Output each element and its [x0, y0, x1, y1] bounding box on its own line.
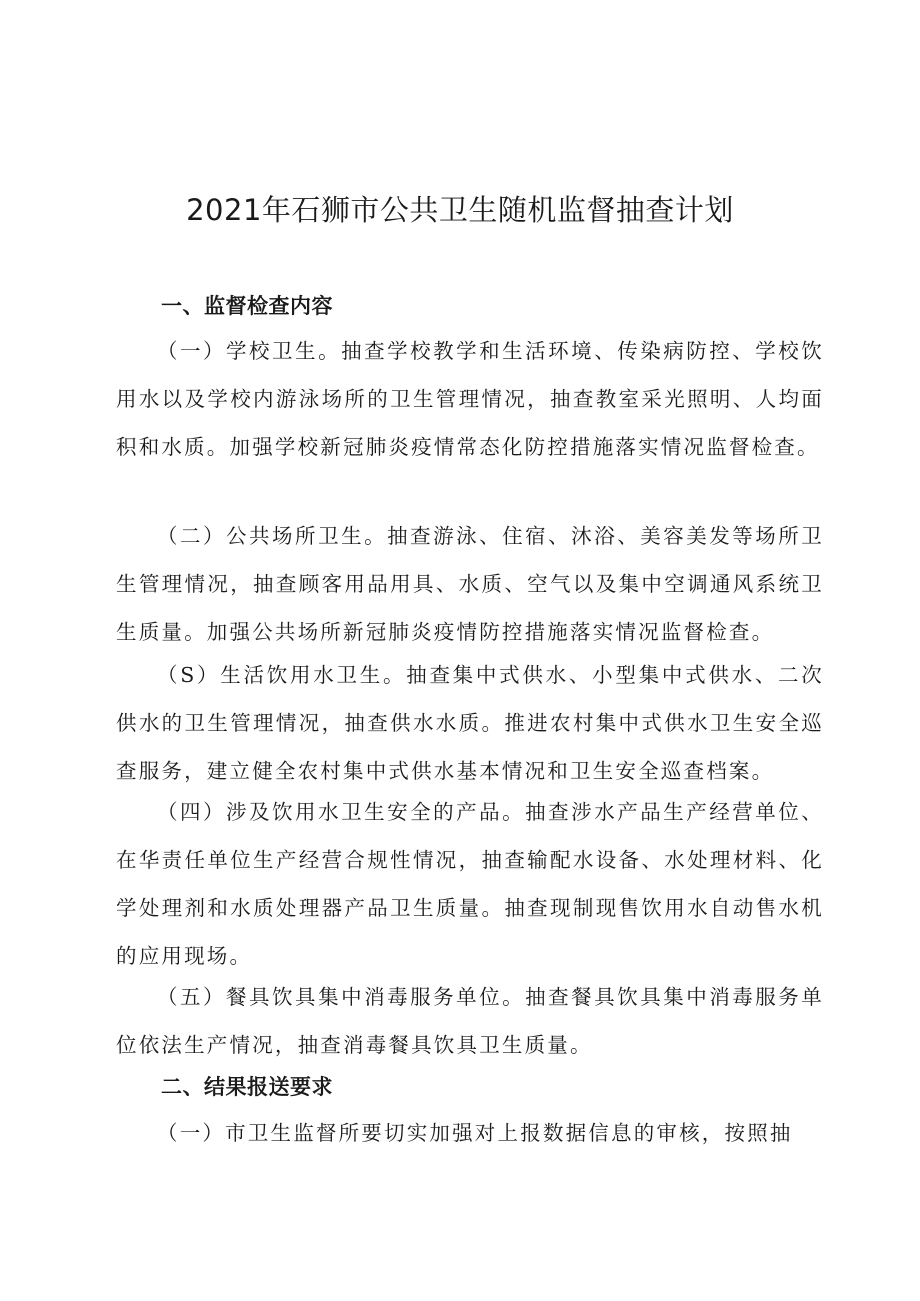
paragraph-drinking-water: （S）生活饮用水卫生。抽查集中式供水、小型集中式供水、二次供水的卫生管理情况，抽查供水水质。推进农村集中式供水卫生安全巡查服务，建立健全农村集中式供水基本情况和卫生安全巡查档案。 — [116, 663, 824, 783]
paragraph-report-requirements: （一）市卫生监督所要切实加强对上报数据信息的审核，按照抽 — [157, 1121, 793, 1145]
section-heading-1: 一、监督检查内容 — [161, 294, 333, 318]
paragraph-school-hygiene: （一）学校卫生。抽查学校教学和生活环境、传染病防控、学校饮用水以及学校内游泳场所的卫生管理情况，抽查教室采光照明、人均面积和水质。加强学校新冠肺炎疫情常态化防控措施落实情况监督检查。 — [116, 339, 824, 459]
paragraph-water-products: （四）涉及饮用水卫生安全的产品。抽查涉水产品生产经营单位、在华责任单位生产经营合规性情况，抽查输配水设备、水处理材料、化学处理剂和水质处理器产品卫生质量。抽查现制现售饮用水自动售水机的应用现场。 — [116, 800, 824, 968]
section-heading-2: 二、结果报送要求 — [161, 1075, 333, 1099]
paragraph-tableware-disinfection: （五）餐具饮具集中消毒服务单位。抽查餐具饮具集中消毒服务单位依法生产情况，抽查消毒餐具饮具卫生质量。 — [116, 985, 824, 1057]
page-title: 2021年石狮市公共卫生随机监督抽查计划 — [186, 193, 734, 227]
paragraph-public-places: （二）公共场所卫生。抽查游泳、住宿、沐浴、美容美发等场所卫生管理情况，抽查顾客用品用具、水质、空气以及集中空调通风系统卫生质量。加强公共场所新冠肺炎疫情防控措施落实情况监督检查。 — [116, 524, 824, 644]
